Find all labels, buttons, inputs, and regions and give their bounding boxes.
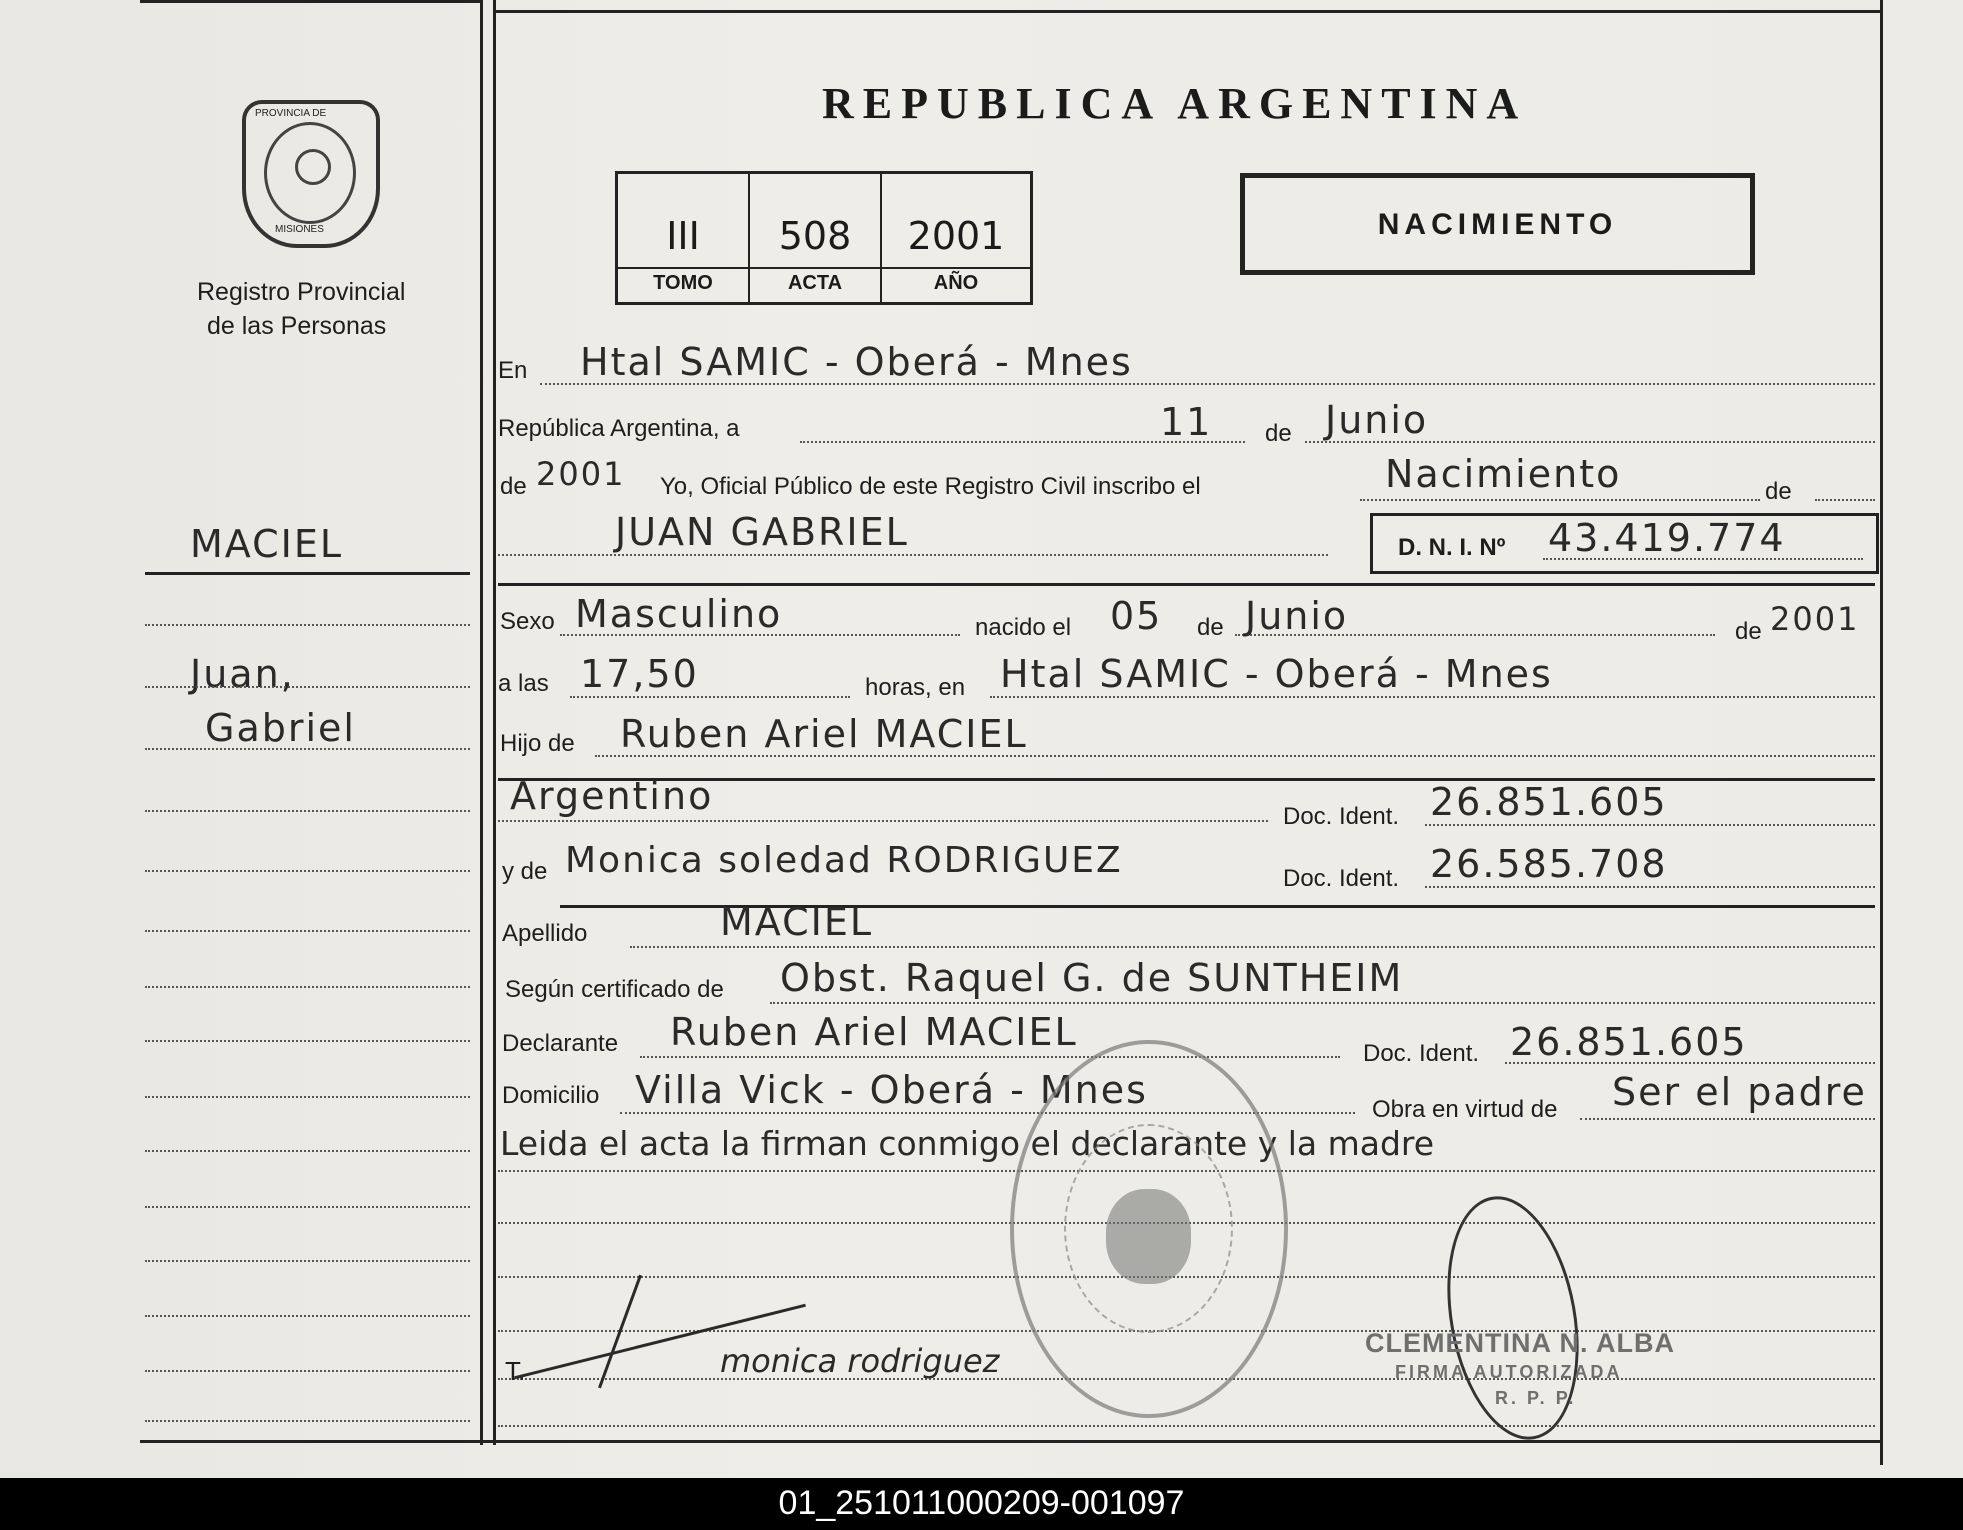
margin-dotline	[145, 686, 470, 688]
field-certificado: Obst. Raquel G. de SUNTHEIM	[780, 956, 1404, 1000]
signature-initial: T.	[505, 1356, 526, 1386]
acto-dotline	[1360, 499, 1760, 501]
registry-name-line1: Registro Provincial	[197, 278, 406, 306]
scan-id: 01_251011000209-001097	[778, 1484, 1185, 1522]
blank-dotline	[498, 1425, 1875, 1427]
acta-cell	[750, 174, 882, 302]
apellido-dotline	[630, 946, 1875, 948]
field-mes-inscripcion: Junio	[1325, 398, 1429, 442]
margin-dotline	[145, 1096, 470, 1098]
field-doc-declarante: 26.851.605	[1510, 1020, 1748, 1064]
stamp-role: FIRMA AUTORIZADA	[1395, 1362, 1623, 1382]
margin-dotline	[145, 1260, 470, 1262]
label-republica-a: República Argentina, a	[498, 415, 740, 442]
registry-name-line2: de las Personas	[207, 312, 387, 340]
margin-dotline	[145, 748, 470, 750]
ano-value: 2001	[907, 214, 1005, 258]
field-madre: Monica soledad RODRIGUEZ	[565, 840, 1123, 881]
margin-given-name-1: Juan,	[190, 652, 295, 696]
label-de: de	[1265, 420, 1292, 447]
record-number-box	[615, 171, 1033, 305]
margin-dotline	[145, 1420, 470, 1422]
emblem-text-top: PROVINCIA DE	[255, 108, 327, 119]
ano-label: AÑO	[882, 267, 1030, 295]
margin-dotline	[145, 1040, 470, 1042]
top-rule-left	[140, 0, 480, 3]
margin-divider-outer	[480, 0, 483, 1445]
margin-dotline	[145, 1150, 470, 1152]
emblem-text-bottom: MISIONES	[275, 224, 324, 235]
stamp-org: R. P. P.	[1495, 1388, 1577, 1408]
record-type-box	[1240, 173, 1755, 275]
field-hora: 17,50	[580, 652, 699, 696]
acta-label: ACTA	[750, 267, 880, 295]
field-mes-nac: Junio	[1245, 594, 1349, 638]
record-type-label: NACIMIENTO	[1377, 208, 1618, 241]
field-declarante: Ruben Ariel MACIEL	[670, 1010, 1078, 1054]
label-obra: Obra en virtud de	[1372, 1096, 1558, 1123]
officer-signature	[1430, 1186, 1597, 1450]
label-nacido-el: nacido el	[975, 614, 1072, 641]
margin-dotline	[145, 930, 470, 932]
seal-emblem-icon	[1106, 1189, 1191, 1284]
label-de-4: de	[1197, 614, 1224, 641]
margin-surname: MACIEL	[190, 522, 344, 566]
field-anio-inscripcion: 2001	[536, 455, 626, 493]
label-y-de: y de	[502, 858, 548, 885]
label-hijo-de: Hijo de	[500, 730, 575, 757]
declarante-dotline	[640, 1056, 1340, 1058]
label-yo-oficial: Yo, Oficial Público de este Registro Civil inscribo el	[660, 473, 1201, 500]
acta-value: 508	[778, 214, 852, 258]
label-domicilio: Domicilio	[502, 1082, 600, 1109]
top-rule-right	[495, 10, 1880, 13]
field-nombre: JUAN GABRIEL	[615, 510, 909, 554]
label-doc-ident-3: Doc. Ident.	[1363, 1040, 1480, 1067]
country-title: REPUBLICA ARGENTINA	[822, 79, 1528, 128]
dni-box	[1370, 513, 1879, 574]
margin-dotline	[145, 870, 470, 872]
doc-madre-dotline	[1425, 886, 1875, 888]
field-padre: Ruben Ariel MACIEL	[620, 712, 1028, 756]
field-doc-padre: 26.851.605	[1430, 780, 1668, 824]
scan-footer	[0, 1478, 1963, 1530]
name-dotline	[498, 554, 1328, 556]
section-rule-1	[498, 583, 1875, 586]
label-de-5: de	[1735, 618, 1762, 645]
field-sexo: Masculino	[575, 592, 783, 636]
margin-dotline	[145, 1370, 470, 1372]
bottom-rule	[140, 1440, 1880, 1443]
doc-padre-dotline	[1425, 824, 1875, 826]
tomo-value: III	[666, 214, 700, 258]
margin-given-name-2: Gabriel	[205, 706, 356, 750]
certificado-dotline	[770, 1002, 1875, 1004]
field-acto: Nacimiento	[1385, 452, 1622, 496]
label-declarante: Declarante	[502, 1030, 619, 1057]
label-de-3: de	[1765, 478, 1792, 505]
margin-dotline	[145, 986, 470, 988]
hora-dotline	[570, 696, 850, 698]
de3-dotline	[1815, 499, 1875, 501]
field-nacionalidad: Argentino	[510, 774, 714, 818]
field-dia-inscripcion: 11	[1160, 400, 1213, 444]
margin-divider-inner	[493, 0, 496, 1445]
ano-cell	[882, 174, 1030, 302]
label-de-2: de	[500, 473, 527, 500]
margin-dotline	[145, 624, 470, 626]
field-domicilio: Villa Vick - Oberá - Mnes	[635, 1068, 1148, 1112]
label-sexo: Sexo	[500, 608, 555, 635]
obra-dotline	[1580, 1118, 1875, 1120]
label-horas-en: horas, en	[865, 674, 966, 701]
field-lugar: Htal SAMIC - Oberá - Mnes	[580, 340, 1133, 384]
label-dni: D. N. I. Nº	[1398, 534, 1506, 561]
nacionalidad-dotline	[498, 820, 1268, 822]
official-seal	[1010, 1040, 1288, 1418]
field-dia-nac: 05	[1110, 594, 1163, 638]
field-lugar-nac: Htal SAMIC - Oberá - Mnes	[1000, 652, 1553, 696]
margin-dotline	[145, 1206, 470, 1208]
label-a-las: a las	[498, 670, 549, 697]
margin-dotline	[145, 810, 470, 812]
label-en: En	[498, 357, 528, 384]
right-border	[1880, 0, 1883, 1465]
label-doc-ident-1: Doc. Ident.	[1283, 803, 1400, 830]
margin-dotline	[145, 1315, 470, 1317]
margin-rule	[145, 572, 470, 575]
label-doc-ident-2: Doc. Ident.	[1283, 865, 1400, 892]
field-doc-madre: 26.585.708	[1430, 842, 1668, 886]
tomo-label: TOMO	[618, 267, 748, 295]
tomo-cell	[618, 174, 750, 302]
field-obra: Ser el padre	[1612, 1070, 1867, 1114]
field-apellido: MACIEL	[720, 900, 874, 944]
lugar-nac-dotline	[990, 696, 1875, 698]
stamp-name: CLEMENTINA N. ALBA	[1365, 1328, 1675, 1358]
field-leida: Leida el acta la firman conmigo el declarante y la madre	[500, 1124, 1435, 1163]
madre-signature: monica rodriguez	[720, 1342, 1000, 1380]
label-segun: Según certificado de	[505, 976, 724, 1003]
label-apellido: Apellido	[502, 920, 588, 947]
field-anio-nac: 2001	[1770, 600, 1860, 638]
field-dni: 43.419.774	[1548, 516, 1786, 560]
